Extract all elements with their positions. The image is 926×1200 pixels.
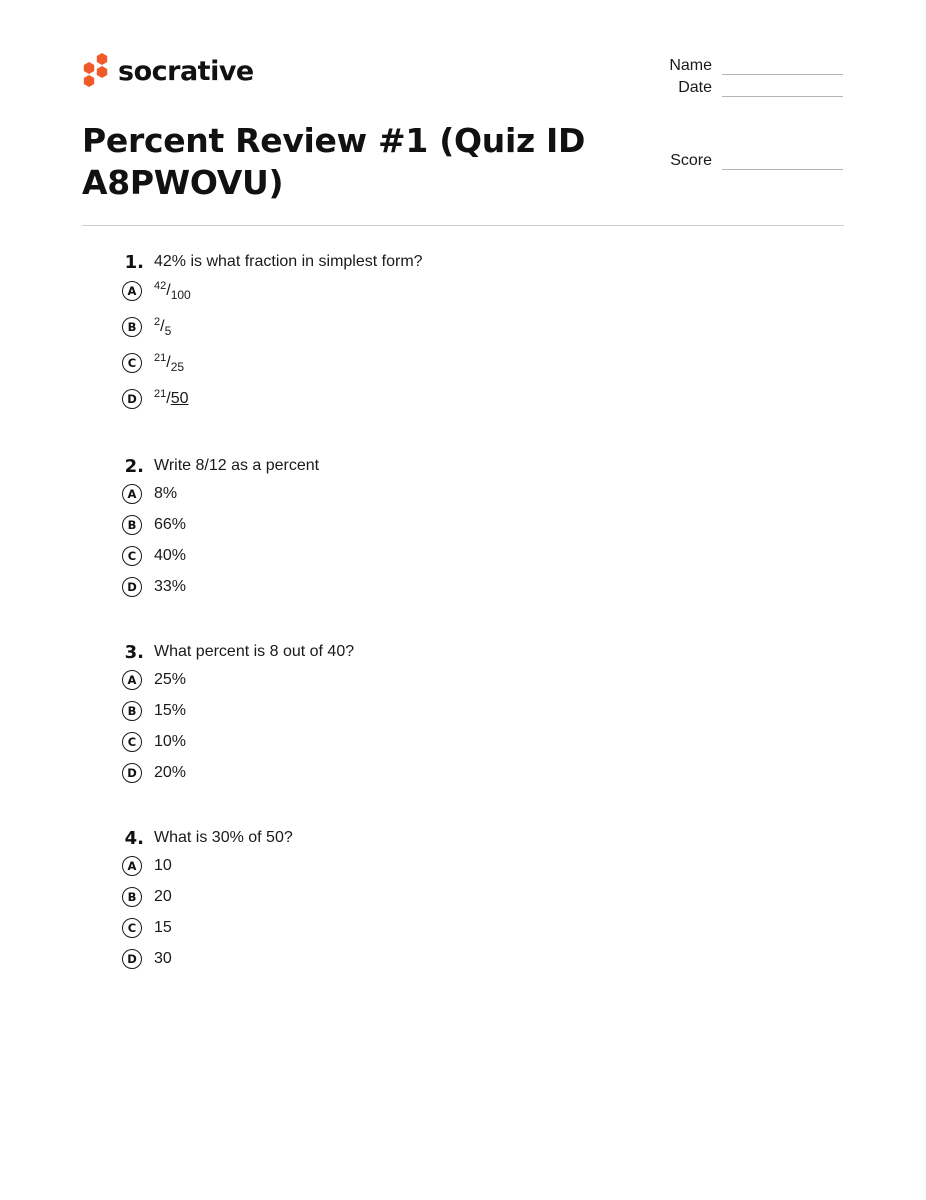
question-number: 3.: [124, 641, 144, 663]
option-fraction: $^2/_5$: [154, 316, 172, 338]
name-label: Name: [669, 57, 712, 74]
header-divider: [82, 225, 844, 226]
option-text: 15: [154, 919, 172, 936]
fraction-denominator: 50: [170, 390, 189, 407]
option-badge[interactable]: D: [122, 763, 142, 783]
question-2: [120, 455, 820, 598]
fraction-numerator: 21: [154, 388, 167, 400]
option-c[interactable]: [120, 545, 820, 567]
option-d[interactable]: [120, 388, 820, 410]
option-d[interactable]: [120, 762, 820, 784]
option-b[interactable]: [120, 316, 820, 338]
date-line[interactable]: [722, 82, 843, 97]
option-text: 30: [154, 950, 172, 967]
question-3: [120, 641, 820, 784]
option-text: 40%: [154, 547, 187, 564]
fraction-denominator: 100: [170, 288, 191, 302]
fraction-denominator: 25: [170, 360, 185, 374]
question-1: [120, 251, 820, 410]
option-d[interactable]: [120, 576, 820, 598]
question-4: [120, 827, 820, 970]
option-badge[interactable]: A: [122, 281, 142, 301]
option-a[interactable]: [120, 855, 820, 877]
socrative-logo: [82, 53, 254, 89]
option-badge[interactable]: D: [122, 949, 142, 969]
option-b[interactable]: [120, 514, 820, 536]
option-badge[interactable]: C: [122, 918, 142, 938]
option-badge[interactable]: A: [122, 670, 142, 690]
logo-text: socrative: [118, 55, 254, 87]
question-header: [120, 827, 820, 849]
option-badge[interactable]: D: [122, 577, 142, 597]
option-b[interactable]: [120, 700, 820, 722]
question-text: What percent is 8 out of 40?: [154, 643, 355, 660]
fraction-numerator: 42: [154, 280, 167, 292]
option-badge[interactable]: A: [122, 856, 142, 876]
option-c[interactable]: [120, 352, 820, 374]
question-number: 2.: [124, 455, 144, 477]
option-text: 33%: [154, 578, 187, 595]
option-text: 20: [154, 888, 172, 905]
score-line[interactable]: [722, 155, 843, 170]
option-badge[interactable]: C: [122, 732, 142, 752]
page-title: Percent Review #1 (Quiz ID A8PWOVU): [82, 121, 586, 202]
option-badge[interactable]: C: [122, 546, 142, 566]
option-text: 10%: [154, 733, 187, 750]
option-badge[interactable]: B: [122, 701, 142, 721]
option-d[interactable]: [120, 948, 820, 970]
option-text: 10: [154, 857, 172, 874]
option-fraction: $^{21}/_{25}$: [154, 352, 185, 374]
date-label: Date: [678, 79, 712, 96]
score-field[interactable]: [652, 152, 843, 170]
option-b[interactable]: [120, 886, 820, 908]
hexagon-cluster-icon: [82, 53, 109, 89]
option-fraction: $^{21}$/50: [154, 388, 189, 407]
fraction-denominator: 5: [164, 324, 172, 338]
option-text: 66%: [154, 516, 187, 533]
option-badge[interactable]: D: [122, 389, 142, 409]
question-text: Write 8/12 as a percent: [154, 457, 320, 474]
question-text: What is 30% of 50?: [154, 829, 293, 846]
score-label: Score: [670, 152, 712, 169]
question-header: [120, 455, 820, 477]
fraction-numerator: 21: [154, 352, 167, 364]
option-a[interactable]: [120, 280, 820, 302]
question-text: 42% is what fraction in simplest form?: [154, 253, 423, 270]
option-fraction: $^{42}/_{100}$: [154, 280, 191, 302]
date-field[interactable]: [652, 79, 843, 97]
option-c[interactable]: [120, 731, 820, 753]
option-badge[interactable]: B: [122, 887, 142, 907]
option-text: 8%: [154, 485, 178, 502]
option-badge[interactable]: B: [122, 515, 142, 535]
option-badge[interactable]: B: [122, 317, 142, 337]
fraction-numerator: 2: [154, 316, 161, 328]
name-line[interactable]: [722, 60, 843, 75]
option-a[interactable]: [120, 669, 820, 691]
option-c[interactable]: [120, 917, 820, 939]
question-number: 4.: [124, 827, 144, 849]
option-text: 20%: [154, 764, 187, 781]
option-a[interactable]: [120, 483, 820, 505]
option-badge[interactable]: C: [122, 353, 142, 373]
option-text: 25%: [154, 671, 187, 688]
option-text: 15%: [154, 702, 187, 719]
question-header: [120, 251, 820, 273]
question-number: 1.: [124, 251, 144, 273]
option-badge[interactable]: A: [122, 484, 142, 504]
question-header: [120, 641, 820, 663]
name-field[interactable]: [652, 57, 843, 75]
